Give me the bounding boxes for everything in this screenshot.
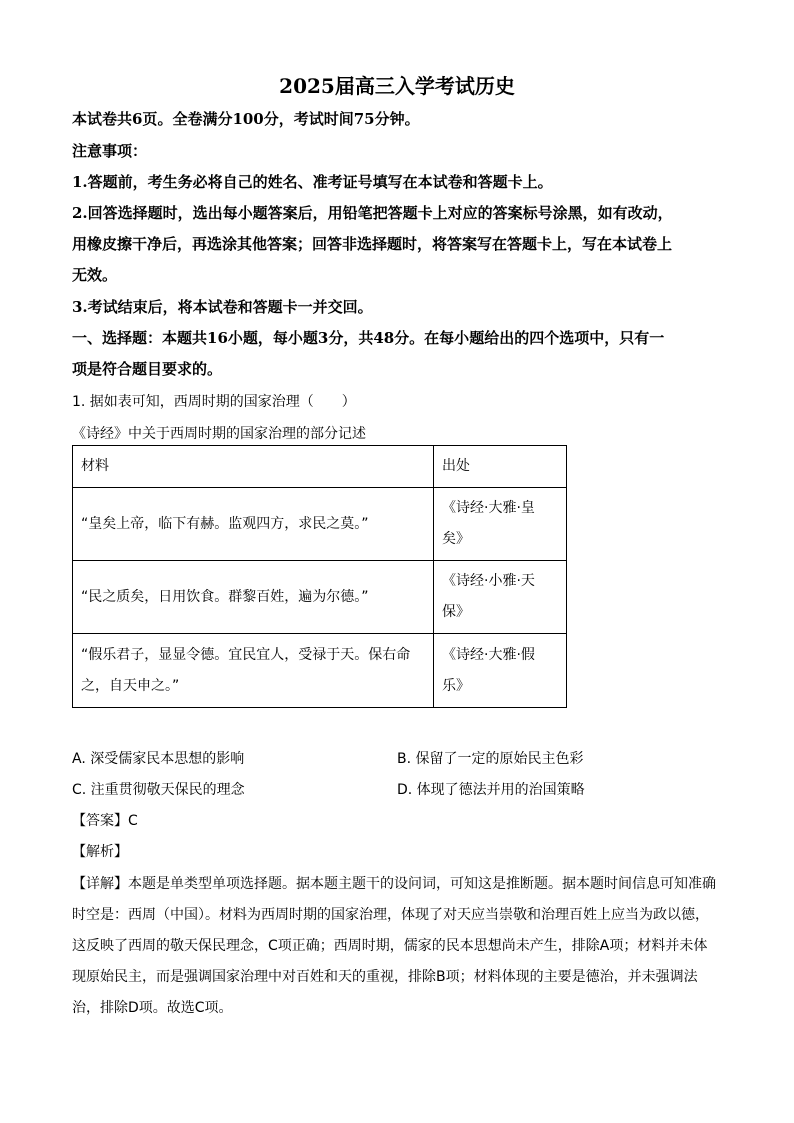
exam-intro: 本试卷共6页。全卷满分100分，考试时间75分钟。 (72, 110, 420, 128)
header-material: 材料 (73, 446, 434, 488)
note-2-line-2: 用橡皮擦干净后，再选涂其他答案；回答非选择题时，将答案写在答题卡上，写在本试卷上 (72, 235, 673, 253)
notes-heading: 注意事项： (72, 142, 148, 160)
option-c: C. 注重贯彻敬天保民的理念 (72, 782, 245, 798)
note-2-line-1: 2.回答选择题时，选出每小题答案后，用铅笔把答题卡上对应的答案标号涂黑，如有改动， (72, 204, 673, 222)
option-d: D. 体现了德法并用的治国策略 (397, 782, 585, 798)
section-heading-line-1: 一、选择题：本题共16小题，每小题3分，共48分。在每小题给出的四个选项中，只有一 (72, 329, 665, 347)
option-a: A. 深受儒家民本思想的影响 (72, 751, 245, 767)
page-title: 2025届高三入学考试历史 (279, 74, 515, 98)
table-caption: 《诗经》中关于西周时期的国家治理的部分记述 (72, 426, 366, 442)
explanation-line-2: 时空是：西周（中国）。材料为西周时期的国家治理，体现了对天应当崇敬和治理百姓上应当为政以德， (72, 907, 709, 923)
table-row (73, 561, 567, 634)
source-table (72, 445, 567, 708)
table-row (73, 488, 567, 561)
material-cell: “皇矣上帝，临下有赫。监观四方，求民之莫。” (73, 488, 434, 561)
source-cell: 《诗经·小雅·天 保》 (434, 561, 567, 634)
option-b: B. 保留了一定的原始民主色彩 (397, 751, 584, 767)
table-header-row (73, 446, 567, 488)
table-row (73, 634, 567, 708)
note-3: 3.考试结束后，将本试卷和答题卡一并交回。 (72, 298, 373, 316)
question-1-stem: 1. 据如表可知，西周时期的国家治理（ ） (72, 394, 356, 410)
note-1: 1.答题前，考生务必将自己的姓名、准考证号填写在本试卷和答题卡上。 (72, 173, 553, 191)
source-cell: 《诗经·大雅·皇 矣》 (434, 488, 567, 561)
note-2-line-3: 无效。 (72, 266, 118, 284)
header-source: 出处 (434, 446, 567, 488)
answer-label: 【答案】C (72, 813, 138, 829)
material-cell: “民之质矣，日用饮食。群黎百姓，遍为尔德。” (73, 561, 434, 634)
material-cell: “假乐君子，显显令德。宜民宜人，受禄于天。保右命 之，自天申之。” (73, 634, 434, 708)
explanation-line-1: 【详解】本题是单类型单项选择题。据本题主题干的设问词，可知这是推断题。据本题时间信息可知准确 (72, 876, 716, 892)
source-cell: 《诗经·大雅·假 乐》 (434, 634, 567, 708)
analysis-label: 【解析】 (72, 844, 128, 860)
explanation-line-3: 这反映了西周的敬天保民理念，C项正确；西周时期，儒家的民本思想尚未产生，排除A项；材料并未体 (72, 938, 708, 954)
explanation-line-5: 治，排除D项。故选C项。 (72, 1000, 233, 1016)
section-heading-line-2: 项是符合题目要求的。 (72, 360, 223, 378)
explanation-line-4: 现原始民主，而是强调国家治理中对百姓和天的重视，排除B项；材料体现的主要是德治，并未强调法 (72, 969, 698, 985)
